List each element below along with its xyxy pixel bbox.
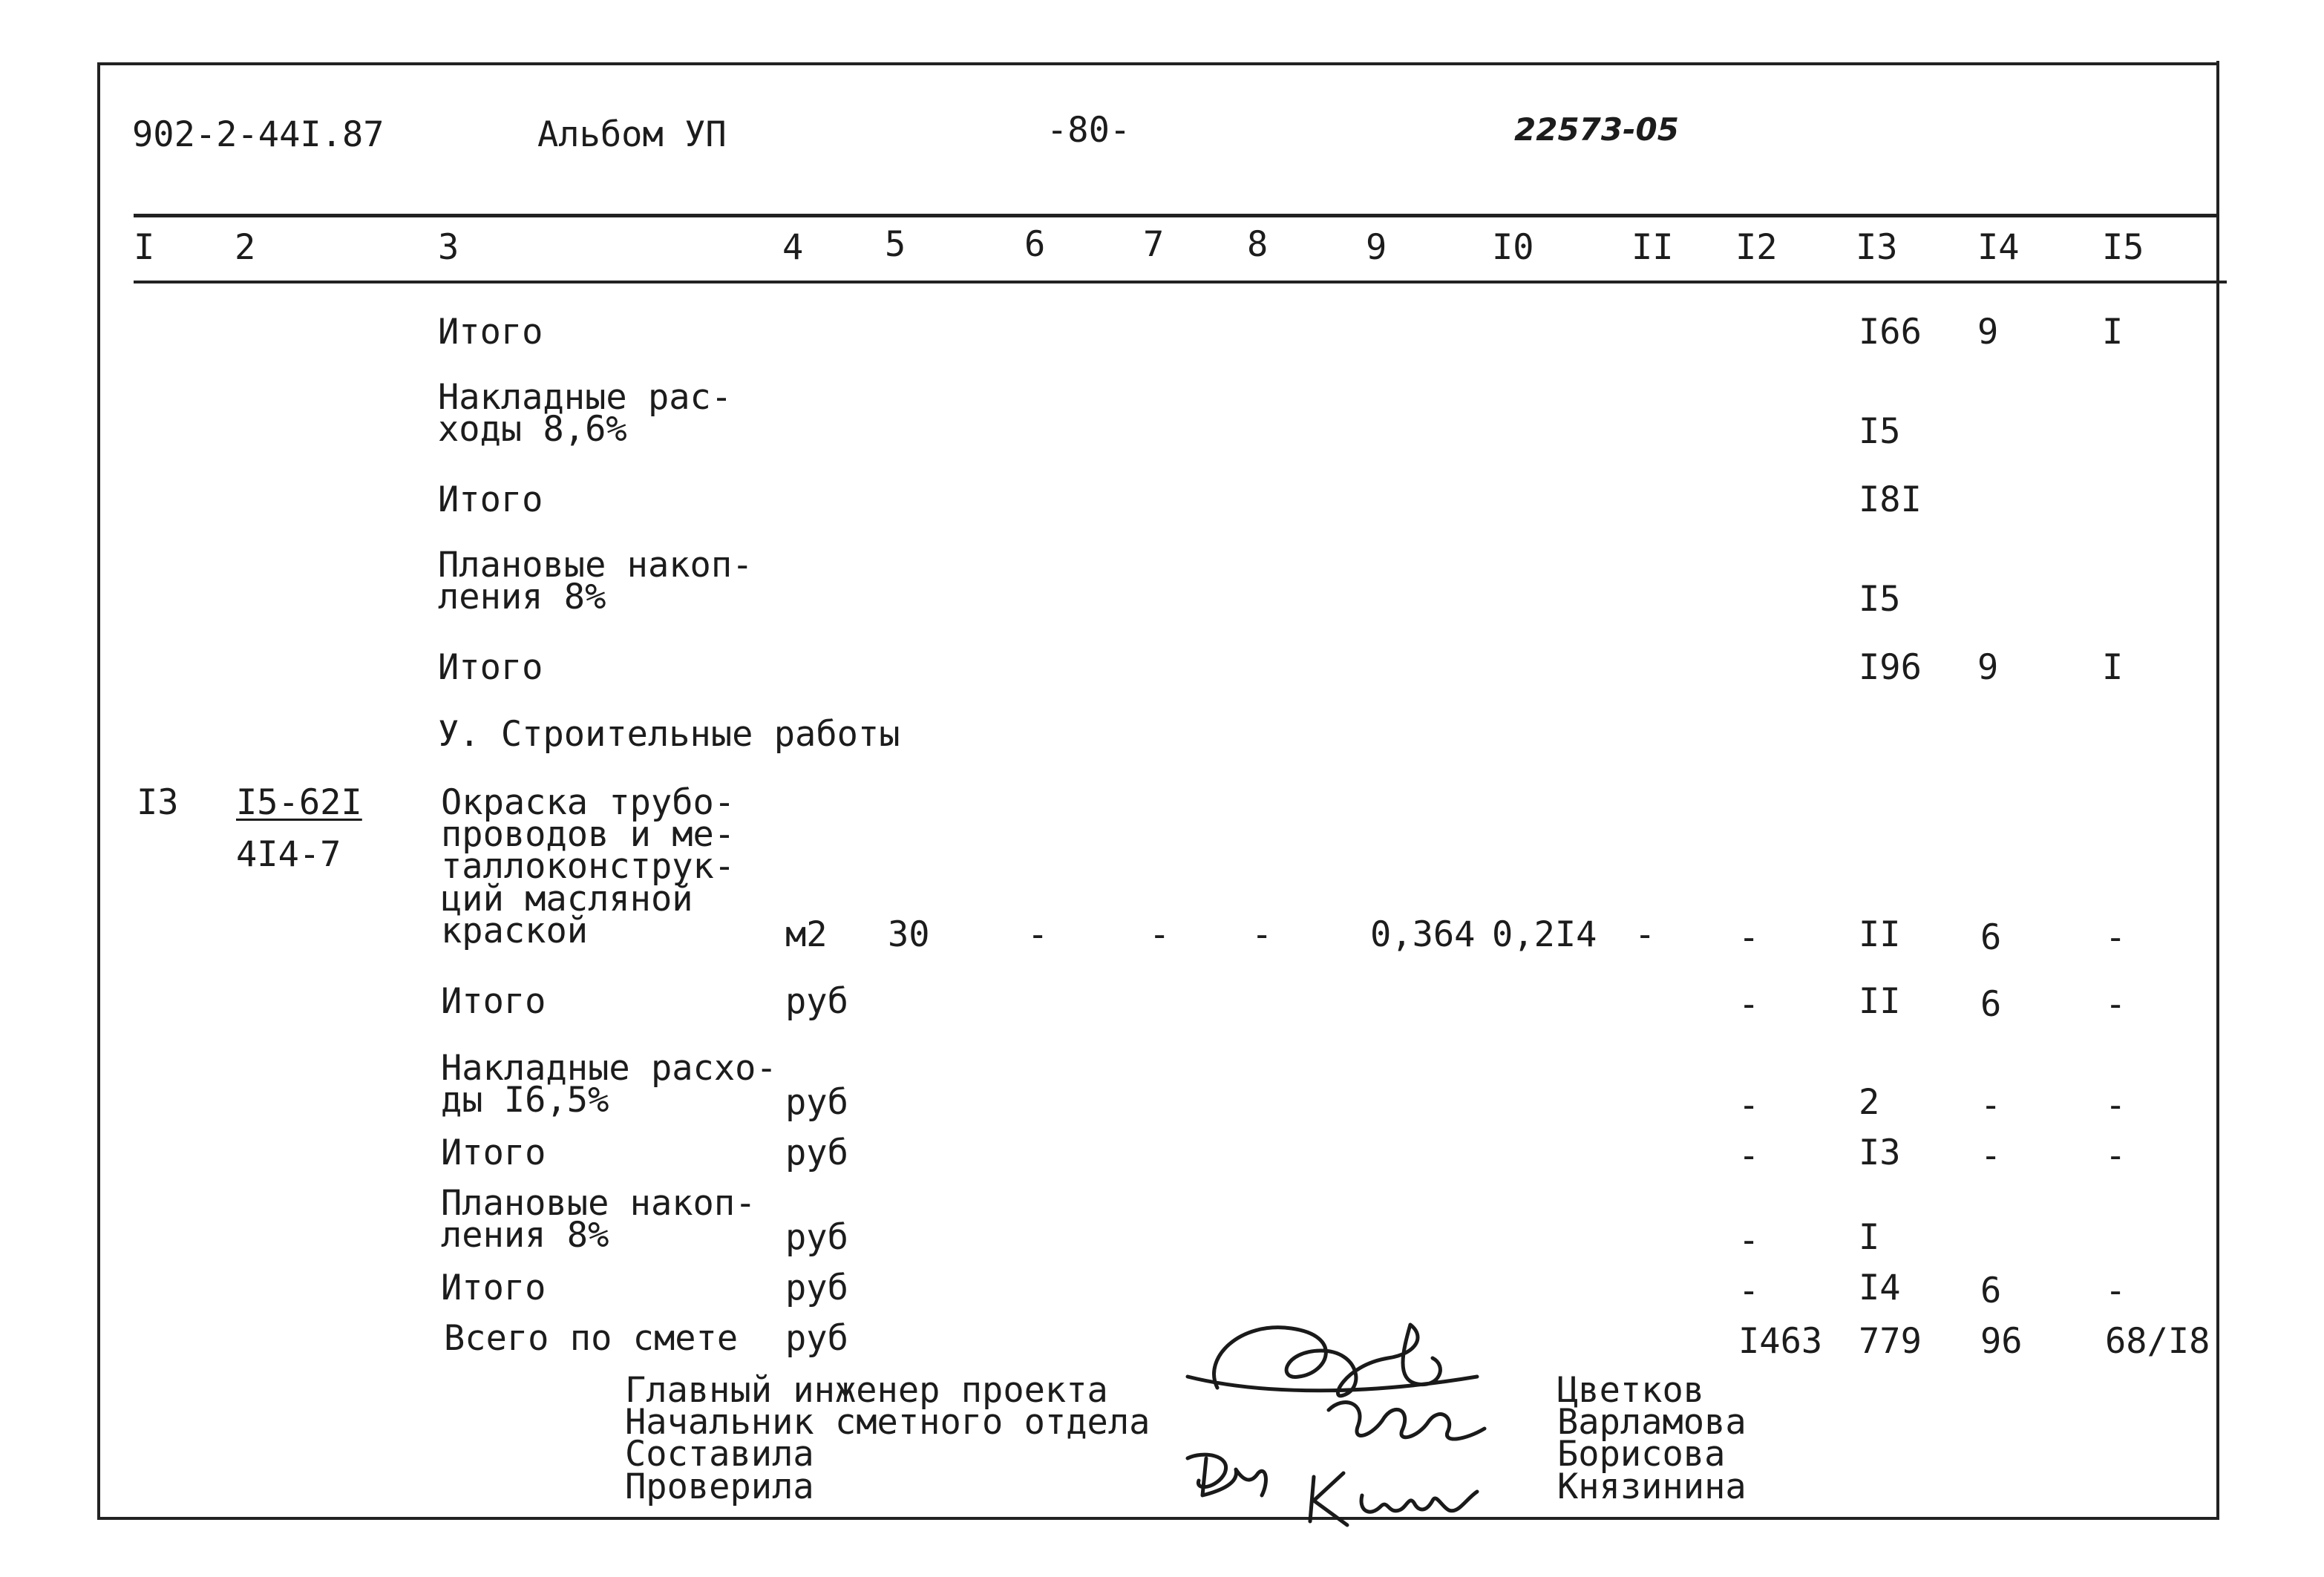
role-checked-by: Проверила	[625, 1466, 814, 1507]
column-header: I2	[1735, 227, 1778, 268]
cell-unit: руб	[785, 1217, 848, 1258]
signature-roles	[625, 1370, 1150, 1507]
name-borisova: Борисова	[1557, 1434, 1726, 1475]
column-header: II	[1631, 227, 1674, 268]
cell-col14: -	[1980, 1135, 2002, 1176]
row-label: Плановые накоп- ления 8%	[438, 545, 753, 618]
cell-col15: -	[2105, 1271, 2127, 1311]
item-quantity: 30	[888, 914, 930, 955]
section-title: У. Строительные работы	[438, 714, 900, 755]
cell-col14: 9	[1977, 312, 1999, 353]
cell-col12: -	[1738, 1135, 1760, 1176]
name-knyazinina: Князинина	[1557, 1466, 1747, 1507]
row-label: Итого	[441, 1132, 546, 1173]
name-varlamova: Варламова	[1557, 1402, 1747, 1443]
row-label: Накладные расхо- ды I6,5%	[441, 1048, 777, 1121]
cell-col12: -	[1738, 984, 1760, 1025]
cell-col15: -	[2105, 984, 2127, 1025]
cell-col13: I	[1859, 1217, 1880, 1258]
row-label: Накладные рас- ходы 8,6%	[438, 377, 733, 450]
cell-unit: руб	[785, 1082, 848, 1123]
grand-total-label: Всего по смете	[444, 1318, 739, 1359]
handwritten-signatures	[1173, 1306, 1514, 1529]
column-header: 5	[885, 224, 906, 265]
column-header: I0	[1492, 227, 1534, 268]
cell-col13: I3	[1859, 1132, 1901, 1173]
column-header-rule	[134, 281, 2227, 283]
signature-names	[1557, 1370, 1747, 1507]
name-tsvetkov: Цветков	[1557, 1370, 1705, 1411]
row-label: Итого	[438, 479, 543, 520]
row-label: Итого	[441, 981, 546, 1022]
cell-col13: 779	[1859, 1321, 1922, 1362]
cell-unit: руб	[785, 1318, 848, 1359]
column-header: I3	[1856, 227, 1898, 268]
cell-col15: 68/I8	[2105, 1321, 2210, 1362]
page-number: -80-	[1047, 110, 1131, 151]
cell-col13: II	[1859, 914, 1901, 955]
cell-col13: I5	[1859, 411, 1901, 452]
column-header: 9	[1366, 227, 1387, 268]
frame-right-border	[2216, 61, 2219, 1520]
column-header: I	[134, 227, 155, 268]
cell-col14: 96	[1980, 1321, 2023, 1362]
column-header: I4	[1977, 227, 2020, 268]
cell-col9: 0,364	[1370, 914, 1476, 955]
column-header: 4	[782, 227, 804, 268]
cell-col15: I	[2102, 312, 2124, 353]
item-description: Окраска трубо- проводов и ме- таллоконструк- ций масляной краской	[441, 782, 736, 951]
project-code: 902-2-44I.87	[132, 114, 384, 155]
cell-col13: 2	[1859, 1082, 1880, 1123]
row-label: Плановые накоп- ления 8%	[441, 1183, 756, 1256]
cell-unit: руб	[785, 1132, 848, 1173]
cell-col14: 6	[1980, 1271, 2002, 1311]
cell-col13: I8I	[1859, 479, 1922, 520]
cell-col12: -	[1738, 1271, 1760, 1311]
signature-checked-by	[1310, 1473, 1477, 1525]
frame-left-border	[97, 65, 100, 1520]
column-header: 7	[1143, 224, 1165, 265]
cell-col15: -	[2105, 917, 2127, 958]
item-code-top: I5-62I	[236, 782, 362, 823]
item-number: I3	[137, 782, 179, 823]
column-header: 3	[438, 227, 459, 268]
cell-col11: -	[1634, 914, 1656, 955]
frame-top-border	[97, 62, 2219, 65]
role-estimate-head: Начальник сметного отдела	[625, 1402, 1150, 1443]
frame-bottom-border	[97, 1517, 2219, 1520]
cell-col12: -	[1738, 917, 1760, 958]
cell-col13: II	[1859, 981, 1901, 1022]
cell-col13: I96	[1859, 647, 1922, 688]
row-label: Итого	[438, 312, 543, 353]
cell-unit: руб	[785, 1268, 848, 1308]
signature-chief-engineer	[1188, 1325, 1477, 1396]
column-header: 8	[1247, 224, 1269, 265]
header-rule	[134, 214, 2216, 217]
item-code-bottom: 4I4-7	[236, 834, 341, 875]
cell-col6: -	[1027, 914, 1049, 955]
signature-compiled-by	[1188, 1455, 1266, 1495]
column-header: 2	[235, 227, 256, 268]
role-compiled-by: Составила	[625, 1434, 814, 1475]
cell-col8: -	[1251, 914, 1273, 955]
cell-col14: 6	[1980, 917, 2002, 958]
album-label: Альбом УП	[537, 114, 727, 155]
cell-col13: I5	[1859, 579, 1901, 620]
document-number: 22573-05	[1514, 111, 1679, 148]
cell-unit: руб	[785, 981, 848, 1022]
row-label: Итого	[441, 1268, 546, 1308]
column-header: I5	[2102, 227, 2144, 268]
cell-col12: -	[1738, 1085, 1760, 1126]
item-unit: м2	[785, 914, 828, 955]
cell-col15: -	[2105, 1085, 2127, 1126]
cell-col15: -	[2105, 1135, 2127, 1176]
cell-col13: I4	[1859, 1268, 1901, 1308]
cell-col12: I463	[1738, 1321, 1823, 1362]
column-header: 6	[1024, 224, 1046, 265]
cell-col13: I66	[1859, 312, 1922, 353]
cell-col14: 6	[1980, 984, 2002, 1025]
cell-col14: 9	[1977, 647, 1999, 688]
row-label: Итого	[438, 647, 543, 688]
signature-estimate-head	[1329, 1403, 1485, 1439]
cell-col7: -	[1149, 914, 1171, 955]
role-chief-engineer: Главный инженер проекта	[625, 1370, 1108, 1411]
cell-col12: -	[1738, 1220, 1760, 1261]
cell-col10: 0,2I4	[1492, 914, 1597, 955]
cell-col15: I	[2102, 647, 2124, 688]
cell-col14: -	[1980, 1085, 2002, 1126]
